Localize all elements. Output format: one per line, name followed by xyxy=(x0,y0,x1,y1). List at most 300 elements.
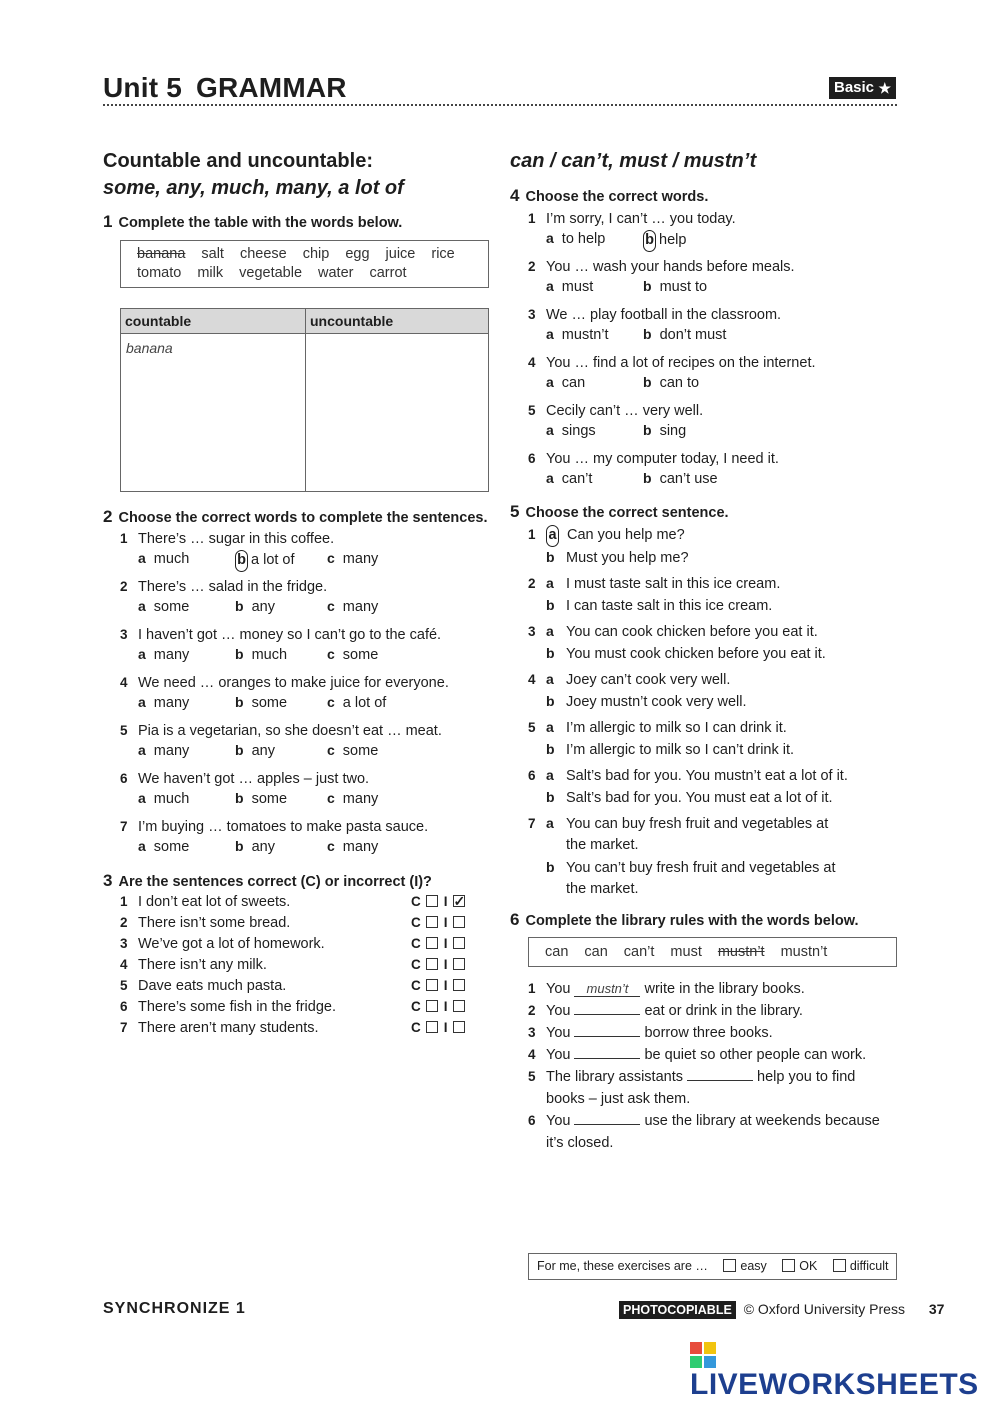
option-b[interactable] xyxy=(235,646,287,663)
option-letter: a xyxy=(138,790,146,806)
option-text: many xyxy=(342,839,379,855)
option-letter: a xyxy=(546,719,554,735)
ci-checkboxes xyxy=(411,891,471,913)
sentence-text: the market. xyxy=(566,837,639,853)
rule-sentence xyxy=(528,1044,866,1066)
word-chip: must xyxy=(670,944,702,960)
option-b[interactable] xyxy=(235,598,275,615)
option-text: help xyxy=(659,232,687,248)
item-number: 4 xyxy=(528,672,536,687)
question-number: 2 xyxy=(120,579,128,594)
option-letter: b xyxy=(546,549,555,565)
option-letter: a xyxy=(138,742,146,758)
word-chip: can’t xyxy=(623,944,655,960)
option-text: can’t xyxy=(561,471,593,487)
sentence-option-b[interactable] xyxy=(546,786,833,809)
question-text: I haven’t got … money so I can’t go to the café. xyxy=(138,627,442,643)
question-number: 5 xyxy=(120,723,128,738)
rule-continuation xyxy=(546,1088,690,1110)
sentence-option-b[interactable] xyxy=(546,690,747,713)
sentence-text: Joey mustn’t cook very well. xyxy=(566,694,747,710)
rule-text: help you to find xyxy=(757,1069,856,1085)
statement-number: 1 xyxy=(120,894,128,909)
option-letter: a xyxy=(138,694,146,710)
incorrect-label: I xyxy=(443,915,448,930)
rule-text: be quiet so other people can work. xyxy=(644,1047,867,1063)
copyright-line xyxy=(619,1301,944,1317)
option-text: much xyxy=(251,647,288,663)
incorrect-label: I xyxy=(443,978,448,993)
sentence-option-a[interactable] xyxy=(528,764,848,787)
incorrect-checkbox[interactable] xyxy=(453,979,465,991)
sentence-text: I’m allergic to milk so I can drink it. xyxy=(566,720,787,736)
option-letter: c xyxy=(327,694,335,710)
question xyxy=(528,256,795,278)
correct-checkbox[interactable] xyxy=(426,937,438,949)
option-b[interactable] xyxy=(235,550,295,572)
rule-sentence xyxy=(528,1022,773,1044)
option-b[interactable] xyxy=(235,694,287,711)
sentence-text: You can’t buy fresh fruit and vegetables at xyxy=(566,860,836,876)
option-a[interactable] xyxy=(138,742,189,759)
feedback-box: For me, these exercises are … easy OK difficult xyxy=(528,1253,897,1280)
option-a[interactable] xyxy=(546,374,585,391)
incorrect-checkbox[interactable] xyxy=(453,1021,465,1033)
option-c[interactable] xyxy=(327,742,378,759)
statement-row xyxy=(120,891,290,913)
statement-text: I don’t eat lot of sweets. xyxy=(138,894,291,910)
option-a[interactable] xyxy=(546,230,605,247)
photocopiable-label: PHOTOCOPIABLE xyxy=(619,1301,736,1319)
incorrect-checkbox[interactable] xyxy=(453,893,466,910)
correct-checkbox[interactable] xyxy=(426,1000,438,1012)
option-b[interactable] xyxy=(643,230,686,252)
option-letter: a xyxy=(138,550,146,566)
rule-sentence xyxy=(528,1066,855,1088)
incorrect-checkbox[interactable] xyxy=(453,1000,465,1012)
question-number: 6 xyxy=(120,771,128,786)
option-letter: b xyxy=(235,646,244,662)
option-b[interactable] xyxy=(235,838,275,855)
option-text: can xyxy=(561,375,586,391)
option-b[interactable] xyxy=(643,278,707,295)
question xyxy=(120,672,449,694)
option-text: a lot of xyxy=(342,695,387,711)
rule-text: You xyxy=(546,981,571,997)
option-text: some xyxy=(342,647,379,663)
rule-text: You xyxy=(546,1003,571,1019)
rule-continuation xyxy=(546,1132,613,1154)
statement-number: 5 xyxy=(120,978,128,993)
statement-number: 4 xyxy=(120,957,128,972)
statement-text: We’ve got a lot of homework. xyxy=(138,936,325,952)
option-text: can’t use xyxy=(659,471,718,487)
question xyxy=(528,448,779,470)
option-a[interactable] xyxy=(546,278,593,295)
correct-label: C xyxy=(411,1020,421,1035)
sentence-text: I can taste salt in this ice cream. xyxy=(566,598,773,614)
answer-blank[interactable] xyxy=(574,1022,640,1037)
ex4-heading: 4 Choose the correct words. xyxy=(510,186,709,205)
sentence-option-b[interactable] xyxy=(546,546,689,569)
item-number: 2 xyxy=(528,1003,536,1018)
option-text: mustn’t xyxy=(561,327,609,343)
question xyxy=(528,400,703,422)
ex5-heading: 5 Choose the correct sentence. xyxy=(510,502,729,521)
sentence-text: Salt’s bad for you. You must eat a lot of it. xyxy=(566,790,833,806)
ex1-word-box xyxy=(120,240,489,288)
option-text: many xyxy=(153,743,190,759)
sentence-text: the market. xyxy=(566,881,639,897)
correct-checkbox[interactable] xyxy=(426,1021,438,1033)
rule-sentence xyxy=(528,1110,880,1132)
countable-table xyxy=(120,308,489,492)
word-chip: rice xyxy=(431,246,455,262)
option-letter: b xyxy=(235,694,244,710)
answer-blank[interactable] xyxy=(574,1110,640,1125)
sentence-text: You can buy fresh fruit and vegetables at xyxy=(566,816,829,832)
circled-letter: a xyxy=(546,525,559,547)
question-number: 1 xyxy=(120,531,128,546)
option-c[interactable] xyxy=(327,598,378,615)
sentence-text: Can you help me? xyxy=(567,527,685,543)
option-text: some xyxy=(153,599,190,615)
sentence-text: You must cook chicken before you eat it. xyxy=(566,646,826,662)
option-c[interactable] xyxy=(327,646,378,663)
ex3-heading: 3 Are the sentences correct (C) or incorrect (I)? xyxy=(103,871,432,890)
circled-letter: b xyxy=(643,230,656,252)
question xyxy=(528,352,816,374)
question-number: 5 xyxy=(528,403,536,418)
option-text: sing xyxy=(659,423,687,439)
question-text: I’m sorry, I can’t … you today. xyxy=(546,211,736,227)
sentence-text: Must you help me? xyxy=(566,550,689,566)
option-a[interactable] xyxy=(138,790,189,807)
word-chip: egg xyxy=(345,246,370,262)
option-a[interactable] xyxy=(138,838,189,855)
option-c[interactable] xyxy=(327,550,378,567)
option-text: any xyxy=(251,599,275,615)
option-letter: b xyxy=(235,598,244,614)
option-text: many xyxy=(153,695,190,711)
option-b[interactable] xyxy=(235,790,287,807)
item-number: 5 xyxy=(528,720,536,735)
option-a[interactable] xyxy=(138,646,189,663)
sentence-option-b[interactable] xyxy=(546,856,836,879)
correct-checkbox[interactable] xyxy=(426,979,438,991)
sentence-option-a[interactable] xyxy=(528,572,780,595)
option-text: many xyxy=(342,791,379,807)
option-text: must xyxy=(561,279,594,295)
option-text: many xyxy=(342,551,379,567)
feedback-prompt: For me, these exercises are … xyxy=(537,1259,708,1273)
option-c[interactable] xyxy=(327,694,386,711)
statement-text: There isn’t any milk. xyxy=(138,957,267,973)
item-number: 1 xyxy=(528,981,536,996)
correct-label: C xyxy=(411,915,421,930)
question xyxy=(120,768,369,790)
statement-text: There isn’t some bread. xyxy=(138,915,291,931)
incorrect-checkbox[interactable] xyxy=(453,916,465,928)
sentence-option-a[interactable] xyxy=(528,620,818,643)
sentence-option-a[interactable] xyxy=(528,716,787,739)
item-number: 6 xyxy=(528,1113,536,1128)
option-a[interactable] xyxy=(138,694,189,711)
uncountable-answer-cell[interactable] xyxy=(306,334,489,492)
option-letter: a xyxy=(546,374,554,390)
word-row xyxy=(137,264,488,283)
ci-checkboxes xyxy=(411,1017,471,1039)
statement-row xyxy=(120,933,325,955)
option-text: much xyxy=(153,551,190,567)
rule-text: You xyxy=(546,1113,571,1129)
question xyxy=(528,304,781,326)
statement-text: There’s some fish in the fridge. xyxy=(138,999,336,1015)
rule-text: borrow three books. xyxy=(644,1025,773,1041)
question xyxy=(120,528,334,550)
liveworksheets-watermark[interactable]: LIVEWORKSHEETS xyxy=(690,1342,999,1402)
statement-row xyxy=(120,954,267,976)
option-letter: b xyxy=(235,790,244,806)
section-title-modals: can / can’t, must / mustn’t xyxy=(510,150,757,172)
unit-number: Unit 5 xyxy=(103,72,182,103)
option-letter: a xyxy=(546,470,554,486)
option-a[interactable] xyxy=(138,550,189,567)
statement-text: There aren’t many students. xyxy=(138,1020,319,1036)
option-letter: b xyxy=(643,374,652,390)
item-number: 2 xyxy=(528,576,536,591)
option-letter: a xyxy=(138,838,146,854)
option-letter: c xyxy=(327,550,335,566)
option-letter: b xyxy=(546,741,555,757)
word-chip: tomato xyxy=(137,265,182,281)
ex6-heading: 6 Complete the library rules with the words below. xyxy=(510,910,859,929)
answer-blank[interactable] xyxy=(574,982,640,997)
item-number: 3 xyxy=(528,1025,536,1040)
option-letter: a xyxy=(546,422,554,438)
word-chip: chip xyxy=(302,246,330,262)
option-a[interactable] xyxy=(546,326,609,343)
column-header-countable: countable xyxy=(121,309,306,334)
question-number: 7 xyxy=(120,819,128,834)
column-header-uncountable: uncountable xyxy=(306,309,489,334)
rule-text: The library assistants xyxy=(546,1069,683,1085)
incorrect-label: I xyxy=(443,936,448,951)
word-chip: can xyxy=(584,944,608,960)
ex6-word-box xyxy=(528,937,897,967)
option-letter: b xyxy=(546,789,555,805)
ci-checkboxes xyxy=(411,996,471,1018)
sentence-option-a[interactable] xyxy=(528,524,685,547)
incorrect-label: I xyxy=(443,1020,448,1035)
question-text: You … find a lot of recipes on the internet. xyxy=(546,355,816,371)
word-chip: juice xyxy=(385,246,416,262)
correct-label: C xyxy=(411,999,421,1014)
option-letter: a xyxy=(138,646,146,662)
publisher: © Oxford University Press xyxy=(743,1301,905,1317)
correct-checkbox[interactable] xyxy=(426,895,438,907)
word-chip: banana xyxy=(137,246,186,262)
question-number: 2 xyxy=(528,259,536,274)
option-letter: a xyxy=(546,575,554,591)
rule-text: You xyxy=(546,1047,571,1063)
question-number: 3 xyxy=(528,307,536,322)
option-text: don’t must xyxy=(659,327,727,343)
option-letter: c xyxy=(327,646,335,662)
statement-row xyxy=(120,912,290,934)
ci-checkboxes xyxy=(411,954,471,976)
statement-number: 7 xyxy=(120,1020,128,1035)
incorrect-label: I xyxy=(443,999,448,1014)
option-a[interactable] xyxy=(546,470,592,487)
statement-text: Dave eats much pasta. xyxy=(138,978,287,994)
rule-text: use the library at weekends because xyxy=(644,1113,880,1129)
word-chip: cheese xyxy=(239,246,287,262)
option-letter: a xyxy=(546,278,554,294)
easy-checkbox[interactable] xyxy=(723,1259,736,1272)
incorrect-label: I xyxy=(443,957,448,972)
question-number: 3 xyxy=(120,627,128,642)
correct-label: C xyxy=(411,936,421,951)
correct-checkbox[interactable] xyxy=(426,958,438,970)
option-b[interactable] xyxy=(235,742,275,759)
sentence-option-a[interactable] xyxy=(528,668,730,691)
sentence-text: Joey can’t cook very well. xyxy=(566,672,731,688)
question-text: Cecily can’t … very well. xyxy=(546,403,704,419)
word-chip: mustn’t xyxy=(780,944,828,960)
sentence-option-a[interactable] xyxy=(528,812,828,835)
page-title: GRAMMAR xyxy=(195,72,347,103)
sentence-option-b[interactable] xyxy=(546,594,772,617)
correct-label: C xyxy=(411,957,421,972)
option-letter: a xyxy=(546,326,554,342)
option-b[interactable] xyxy=(643,374,699,391)
question-text: We haven’t got … apples – just two. xyxy=(138,771,370,787)
sentence-text: Salt’s bad for you. You mustn’t eat a lot of it. xyxy=(566,768,848,784)
incorrect-checkbox[interactable] xyxy=(453,958,465,970)
word-chip: milk xyxy=(197,265,224,281)
sentence-text: I must taste salt in this ice cream. xyxy=(566,576,781,592)
option-text: any xyxy=(251,839,275,855)
word-chip: mustn’t xyxy=(717,944,765,960)
correct-checkbox[interactable] xyxy=(426,916,438,928)
option-letter: b xyxy=(546,859,555,875)
option-letter: c xyxy=(327,742,335,758)
unit-title xyxy=(103,72,361,104)
option-a[interactable] xyxy=(138,598,189,615)
option-letter: b xyxy=(643,422,652,438)
statement-row xyxy=(120,996,336,1018)
option-letter: a xyxy=(546,623,554,639)
brand-logo: SYNCHRONIZE 1 xyxy=(103,1300,246,1317)
statement-number: 6 xyxy=(120,999,128,1014)
item-number: 3 xyxy=(528,624,536,639)
correct-label: C xyxy=(411,978,421,993)
example-answer: mustn’t xyxy=(586,981,629,996)
option-letter: b xyxy=(546,693,555,709)
option-text: to help xyxy=(561,231,606,247)
difficult-checkbox[interactable] xyxy=(833,1259,846,1272)
question-number: 4 xyxy=(120,675,128,690)
question xyxy=(120,624,441,646)
rule-text: eat or drink in the library. xyxy=(644,1003,803,1019)
sentence-option-b[interactable] xyxy=(546,738,794,761)
option-c[interactable] xyxy=(327,790,378,807)
question-text: Pia is a vegetarian, so she doesn’t eat … meat. xyxy=(138,723,442,739)
option-letter: a xyxy=(138,598,146,614)
page-number: 37 xyxy=(928,1301,945,1317)
header-divider xyxy=(103,104,897,106)
option-text: many xyxy=(342,599,379,615)
sentence-continuation xyxy=(566,834,639,856)
rule-text: write in the library books. xyxy=(644,981,805,997)
correct-label: C xyxy=(411,894,421,909)
option-letter: a xyxy=(546,815,554,831)
answer-blank[interactable] xyxy=(574,1000,640,1015)
option-a[interactable] xyxy=(546,422,596,439)
sentence-text: You can cook chicken before you eat it. xyxy=(566,624,818,640)
option-text: some xyxy=(251,695,288,711)
statement-row xyxy=(120,1017,319,1039)
option-text: sings xyxy=(561,423,596,439)
checkmark-icon: ✓ xyxy=(453,893,466,910)
sentence-text: I’m allergic to milk so I can’t drink it. xyxy=(566,742,795,758)
ok-checkbox[interactable] xyxy=(782,1259,795,1272)
question-number: 6 xyxy=(528,451,536,466)
rule-text: it’s closed. xyxy=(546,1135,614,1151)
option-b[interactable] xyxy=(643,326,726,343)
option-letter: b xyxy=(643,326,652,342)
statement-row xyxy=(120,975,286,997)
item-number: 5 xyxy=(528,1069,536,1084)
incorrect-checkbox[interactable] xyxy=(453,937,465,949)
ci-checkboxes xyxy=(411,933,471,955)
rule-sentence xyxy=(528,1000,803,1022)
option-letter: c xyxy=(327,598,335,614)
question-text: There’s … salad in the fridge. xyxy=(138,579,328,595)
sentence-option-b[interactable] xyxy=(546,642,826,665)
sentence-continuation xyxy=(566,878,639,900)
word-chip: water xyxy=(318,265,354,281)
option-text: many xyxy=(153,647,190,663)
ex2-heading: 2 Choose the correct words to complete the sentences. xyxy=(103,507,488,526)
option-text: a lot of xyxy=(251,552,295,568)
level-badge: Basic ★ xyxy=(829,77,896,99)
question-text: We need … oranges to make juice for everyone. xyxy=(138,675,449,691)
question xyxy=(120,576,327,598)
option-text: any xyxy=(251,743,275,759)
option-b[interactable] xyxy=(643,470,718,487)
circled-letter: b xyxy=(235,550,248,572)
answer-blank[interactable] xyxy=(687,1066,753,1081)
item-number: 6 xyxy=(528,768,536,783)
item-number: 1 xyxy=(528,527,536,542)
option-letter: b xyxy=(643,470,652,486)
option-c[interactable] xyxy=(327,838,378,855)
liveworksheets-logo-icon xyxy=(690,1342,716,1368)
word-chip: vegetable xyxy=(239,265,303,281)
section-title-countable: Countable and uncountable: some, any, much, many, a lot of xyxy=(103,150,404,199)
option-letter: b xyxy=(546,597,555,613)
countable-answer-cell[interactable] xyxy=(121,334,306,492)
question xyxy=(120,816,428,838)
option-b[interactable] xyxy=(643,422,686,439)
question xyxy=(528,208,736,230)
option-text: must to xyxy=(659,279,708,295)
ex1-heading: 1 Complete the table with the words below. xyxy=(103,212,403,231)
answer-blank[interactable] xyxy=(574,1044,640,1059)
word-chip: can xyxy=(545,944,569,960)
